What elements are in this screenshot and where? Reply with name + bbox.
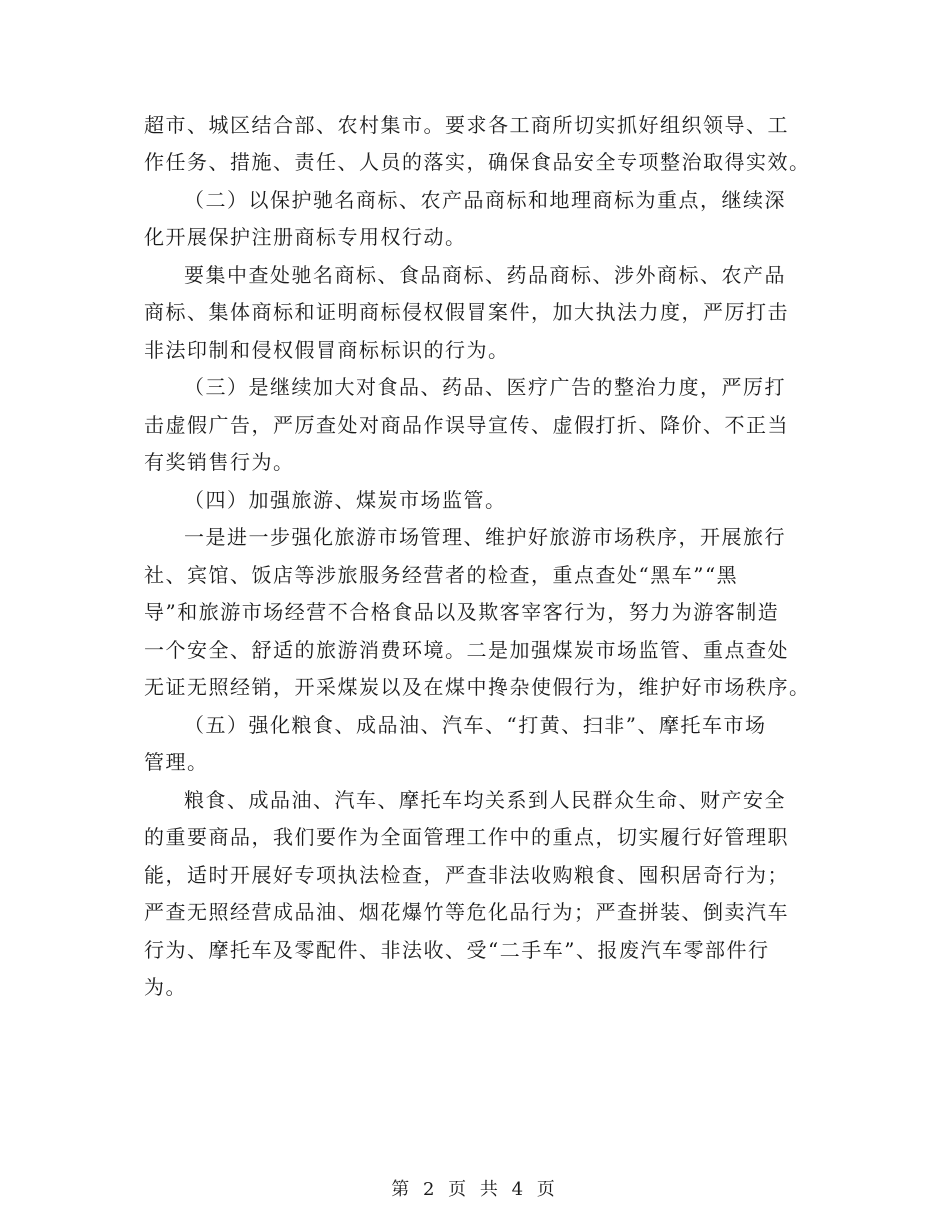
paragraph-line: 超市、城区结合部、农村集市。要求各工商所切实抓好组织领导、工 <box>144 113 789 137</box>
paragraph-line: 要集中查处驰名商标、食品商标、药品商标、涉外商标、农产品 <box>184 263 786 287</box>
section-heading-2: （二）以保护驰名商标、农产品商标和地理商标为重点，继续深 <box>184 188 786 212</box>
paragraph-line: 一个安全、舒适的旅游消费环境。二是加强煤炭市场监管、重点查处 <box>144 638 789 662</box>
paragraph-line: 行为、摩托车及零配件、非法收、受“二手车”、报废汽车零部件行 <box>144 938 770 962</box>
paragraph-line: 作任务、措施、责任、人员的落实，确保食品安全专项整治取得实效。 <box>144 150 811 174</box>
paragraph-line: 能，适时开展好专项执法检查，严查非法收购粮食、囤积居奇行为； <box>144 863 789 887</box>
paragraph-line: 粮食、成品油、汽车、摩托车均关系到人民群众生命、财产安全 <box>184 788 786 812</box>
section-heading-2-cont: 化开展保护注册商标专用权行动。 <box>144 225 467 249</box>
paragraph-line: 有奖销售行为。 <box>144 450 295 474</box>
paragraph-line: 严查无照经营成品油、烟花爆竹等危化品行为；严查拼装、倒卖汽车 <box>144 900 789 924</box>
paragraph-line: 无证无照经销，开采煤炭以及在煤中搀杂使假行为，维护好市场秩序。 <box>144 675 811 699</box>
section-heading-5-cont: 管理。 <box>144 750 209 774</box>
section-heading-3: （三）是继续加大对食品、药品、医疗广告的整治力度，严厉打 <box>184 375 786 399</box>
section-heading-5: （五）强化粮食、成品油、汽车、“打黄、扫非”、摩托车市场 <box>184 713 767 737</box>
page-number-footer: 第 2 页 共 4 页 <box>391 1179 559 1200</box>
paragraph-line: 为。 <box>144 975 187 999</box>
paragraph-line: 社、宾馆、饭店等涉旅服务经营者的检查，重点查处“黑车”“黑 <box>144 563 739 587</box>
paragraph-line: 导”和旅游市场经营不合格食品以及欺客宰客行为，努力为游客制造 <box>144 600 780 624</box>
section-heading-4: （四）加强旅游、煤炭市场监管。 <box>184 488 507 512</box>
paragraph-line: 非法印制和侵权假冒商标标识的行为。 <box>144 338 510 362</box>
paragraph-line: 击虚假广告，严厉查处对商品作误导宣传、虚假打折、降价、不正当 <box>144 413 789 437</box>
paragraph-line: 商标、集体商标和证明商标侵权假冒案件，加大执法力度，严厉打击 <box>144 300 789 324</box>
paragraph-line: 一是进一步强化旅游市场管理、维护好旅游市场秩序，开展旅行 <box>184 525 786 549</box>
paragraph-line: 的重要商品，我们要作为全面管理工作中的重点，切实履行好管理职 <box>144 825 789 849</box>
